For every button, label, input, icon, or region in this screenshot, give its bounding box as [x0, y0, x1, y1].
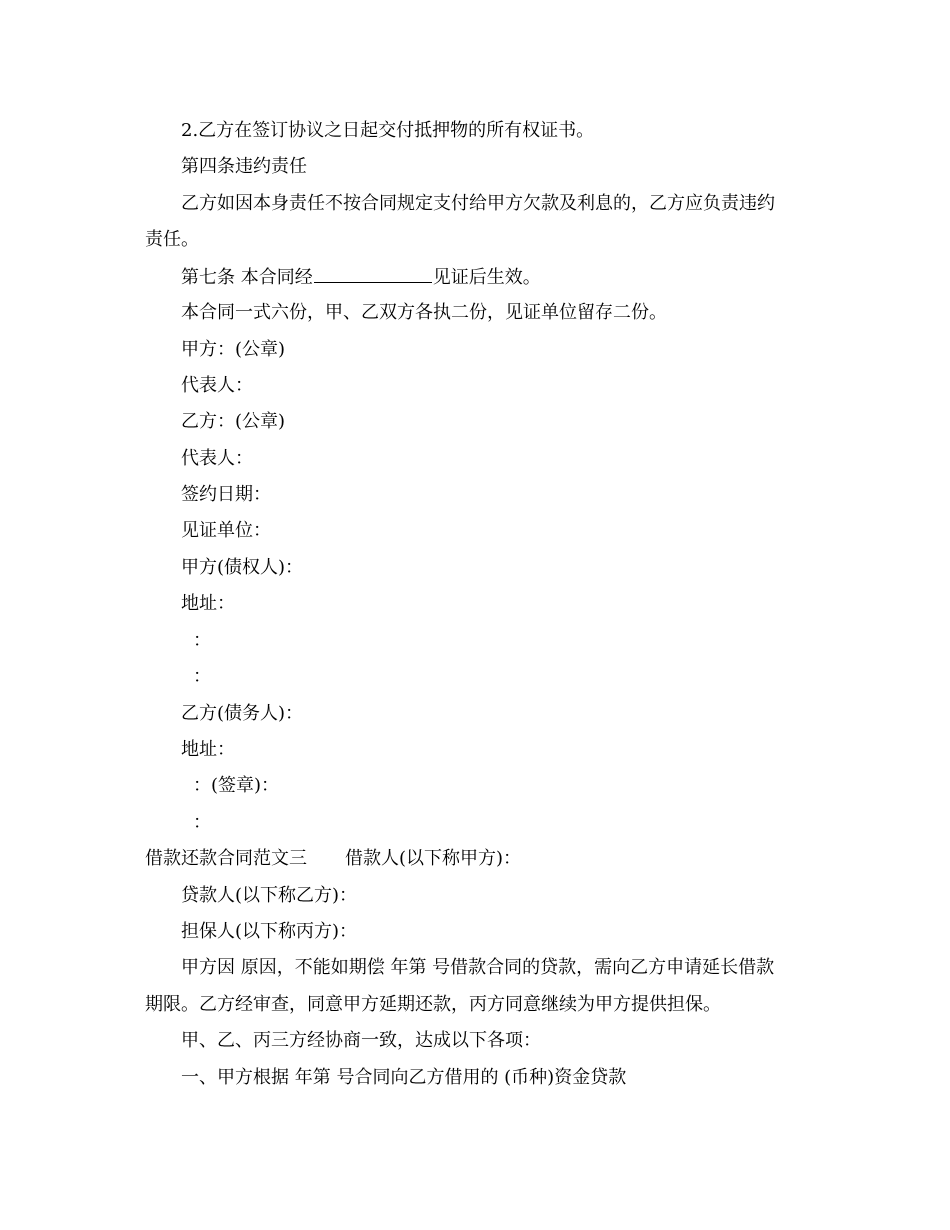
clause-line	[181, 266, 541, 289]
address-field: 地址：	[181, 593, 235, 614]
signature-field: 代表人：	[181, 448, 253, 469]
document-title-line	[145, 848, 521, 870]
paragraph-line: 期限。乙方经审查，同意甲方延期还款，丙方同意继续为甲方提供担保。	[145, 994, 721, 1015]
party-field: 甲方(债权人)：	[181, 557, 304, 578]
clause-text: 第七条 本合同经	[181, 267, 313, 288]
paragraph-line: 责任。	[145, 229, 199, 250]
paragraph-line: 一、甲方根据 年第 号合同向乙方借用的 (币种)资金贷款	[181, 1067, 627, 1088]
paragraph-line: 甲方因 原因，不能如期偿 年第 号借款合同的贷款，需向乙方申请延长借款	[181, 957, 775, 978]
paragraph-line: 本合同一式六份，甲、乙双方各执二份，见证单位留存二份。	[181, 302, 667, 323]
signature-field: 乙方：(公章)	[181, 411, 286, 432]
paragraph-line: 甲、乙、丙三方经协商一致，达成以下各项：	[181, 1030, 541, 1051]
signature-field: 甲方：(公章)	[181, 339, 286, 360]
party-field: 乙方(债务人)：	[181, 703, 304, 724]
party-field: 贷款人(以下称乙方)：	[181, 885, 358, 906]
clause-line: 2.乙方在签订协议之日起交付抵押物的所有权证书。	[181, 120, 595, 141]
signature-field: 代表人：	[181, 375, 253, 396]
section-heading: 第四条违约责任	[181, 156, 307, 177]
document-title: 借款还款合同范文三	[145, 848, 307, 869]
signature-field: 签约日期：	[181, 484, 271, 505]
address-field: 地址：	[181, 739, 235, 760]
paragraph-line: 乙方如因本身责任不按合同规定支付给甲方欠款及利息的，乙方应负责违约	[181, 193, 775, 214]
colon-field: ：	[193, 812, 211, 833]
party-field: 借款人(以下称甲方)：	[345, 848, 522, 869]
colon-field: ：	[193, 630, 211, 651]
fill-in-blank	[314, 266, 432, 283]
signature-field: 见证单位：	[181, 520, 271, 541]
colon-field: ：	[193, 666, 211, 687]
clause-text: 见证后生效。	[432, 267, 541, 288]
seal-field: ：(签章)：	[193, 775, 280, 796]
party-field: 担保人(以下称丙方)：	[181, 921, 358, 942]
